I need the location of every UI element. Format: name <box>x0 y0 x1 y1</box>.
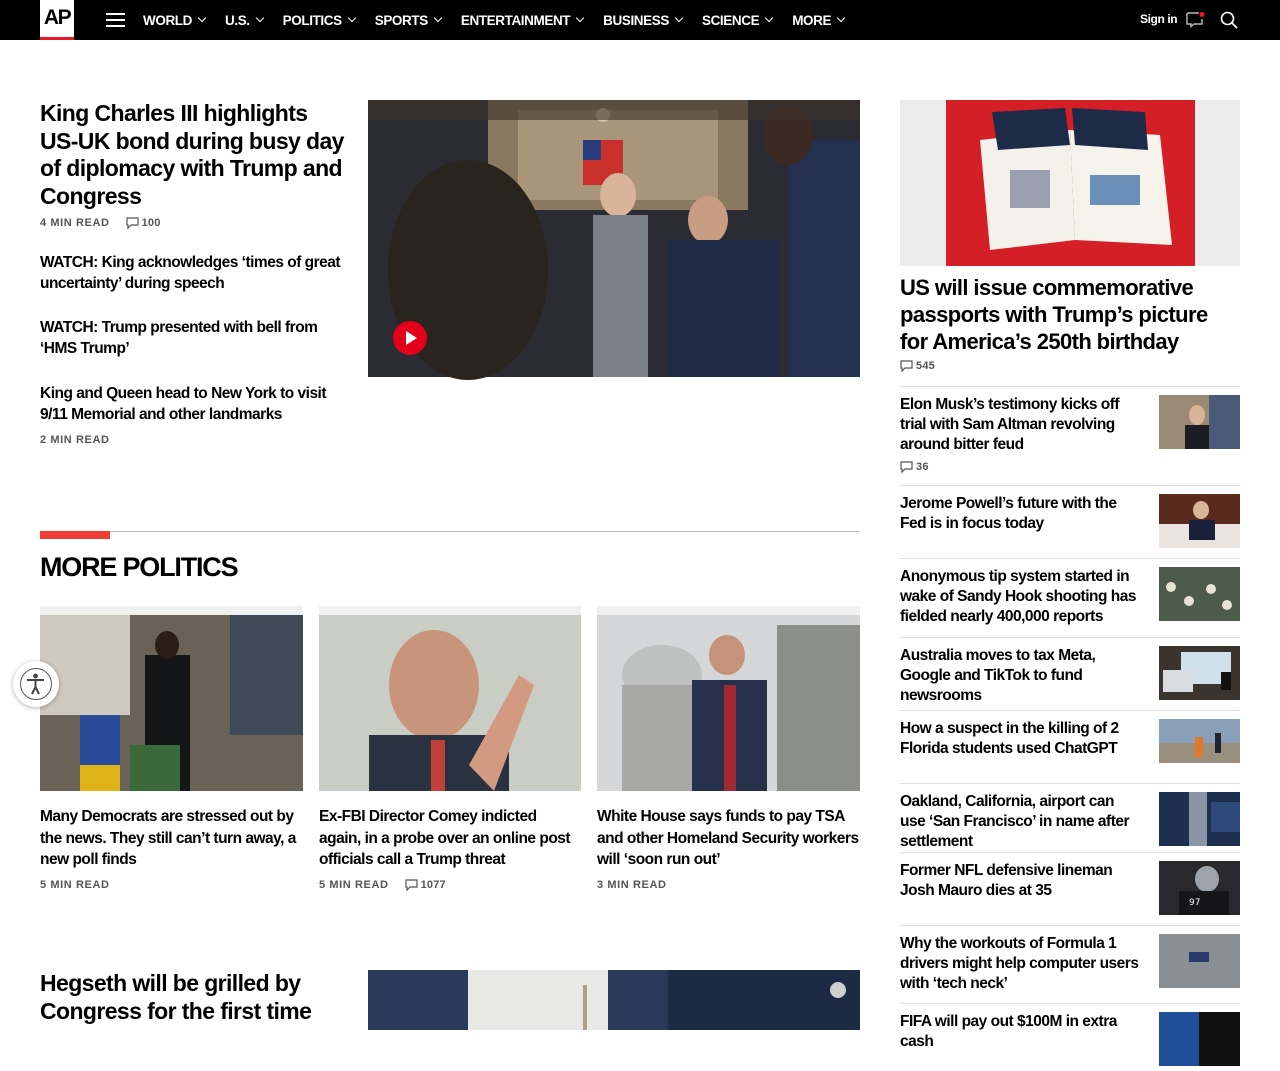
nav-item-science[interactable]: SCIENCE <box>702 13 772 28</box>
comment-count[interactable]: 545 <box>900 360 935 372</box>
card-photo <box>597 615 860 791</box>
nav-item-business[interactable]: BUSINESS <box>603 13 682 28</box>
card-photo <box>319 615 581 791</box>
list-item[interactable] <box>900 637 1240 710</box>
comment-icon <box>900 461 913 473</box>
list-item-title[interactable]: Jerome Powell’s future with the Fed is in focus today <box>900 495 1117 532</box>
list-item-title[interactable]: Former NFL defensive lineman Josh Mauro dies at 35 <box>900 862 1113 899</box>
search-icon[interactable] <box>1220 11 1238 29</box>
chevron-down-icon <box>837 14 845 22</box>
list-item[interactable] <box>900 710 1240 783</box>
menu-icon[interactable] <box>106 13 125 27</box>
read-time: 4 MIN READ <box>40 217 110 229</box>
bottom-photo <box>368 970 860 1030</box>
ap-logo[interactable] <box>40 0 74 40</box>
thumbnail[interactable] <box>1159 1012 1240 1066</box>
feature-meta <box>900 360 935 372</box>
thumbnail[interactable] <box>1159 719 1240 763</box>
top-nav <box>0 0 1280 40</box>
nav-item-sports[interactable]: SPORTS <box>375 13 441 28</box>
card-headline[interactable]: Many Democrats are stressed out by the news. They still can’t turn away, a new poll finds <box>40 808 296 868</box>
nav-item-more[interactable]: MORE <box>792 13 844 28</box>
nav-item-world[interactable]: WORLD <box>143 13 205 28</box>
list-item-meta <box>900 461 929 473</box>
chevron-down-icon <box>255 14 263 22</box>
card-photo <box>40 615 303 791</box>
comment-count[interactable]: 100 <box>126 217 161 229</box>
card-read-time: 3 MIN READ <box>597 879 667 891</box>
accessibility-button[interactable] <box>13 661 59 707</box>
sign-in-link[interactable]: Sign in <box>1140 12 1178 26</box>
card-image[interactable] <box>40 606 303 791</box>
thumbnail[interactable] <box>1159 646 1240 700</box>
passport-image[interactable] <box>900 100 1240 266</box>
list-item[interactable] <box>900 558 1240 637</box>
thumbnail[interactable] <box>1159 792 1240 846</box>
section-divider <box>40 531 860 532</box>
comment-count[interactable]: 36 <box>900 461 929 473</box>
list-item[interactable] <box>900 925 1240 1003</box>
comment-icon <box>405 879 418 891</box>
comment-icon <box>900 360 913 372</box>
section-accent-bar <box>40 531 110 539</box>
chat-icon[interactable] <box>1186 12 1204 27</box>
list-item[interactable] <box>900 485 1240 558</box>
chevron-down-icon <box>434 14 442 22</box>
section-heading: MORE POLITICS <box>40 552 238 582</box>
thumbnail[interactable] <box>1159 934 1240 988</box>
passport-photo <box>900 100 1240 266</box>
comment-icon <box>126 217 139 229</box>
lead-headline[interactable]: King Charles III highlights US-UK bond during busy day of diplomacy with Trump and Congress <box>40 100 344 209</box>
thumbnail[interactable] <box>1159 395 1240 449</box>
related-link[interactable]: WATCH: King acknowledges ‘times of great uncertainty’ during speech <box>40 254 341 292</box>
nav-item-us[interactable]: U.S. <box>225 13 263 28</box>
related-link[interactable]: King and Queen head to New York to visit 9/11 Memorial and other landmarks <box>40 385 327 423</box>
list-item-title[interactable]: Why the workouts of Formula 1 drivers might help computer users with ‘tech neck’ <box>900 935 1139 992</box>
chevron-down-icon <box>765 14 773 22</box>
related-link[interactable]: WATCH: Trump presented with bell from ‘HMS Trump’ <box>40 319 318 357</box>
thumbnail[interactable] <box>1159 861 1240 915</box>
logo-text: AP <box>43 6 71 29</box>
chevron-down-icon <box>198 14 206 22</box>
feature-headline[interactable]: US will issue commemorative passports with Trump’s picture for America’s 250th birthday <box>900 275 1208 354</box>
card-image[interactable] <box>597 606 860 791</box>
nav-item-entertainment[interactable]: ENTERTAINMENT <box>461 13 583 28</box>
list-item[interactable] <box>900 852 1240 925</box>
list-item[interactable] <box>900 386 1240 485</box>
accessibility-icon <box>20 668 52 700</box>
related-read-time: 2 MIN READ <box>40 434 110 446</box>
chevron-down-icon <box>576 14 584 22</box>
card-meta <box>319 879 446 891</box>
svg-text:97: 97 <box>1189 898 1201 908</box>
list-item[interactable] <box>900 783 1240 856</box>
list-item-title[interactable]: Oakland, California, airport can use ‘San Francisco’ in name after settlement <box>900 793 1130 850</box>
card-read-time: 5 MIN READ <box>40 879 110 891</box>
card-headline[interactable]: White House says funds to pay TSA and other Homeland Security workers will ‘soon run out’ <box>597 808 859 868</box>
bottom-headline[interactable]: Hegseth will be grilled by Congress for the first time <box>40 970 312 1024</box>
lead-video-image[interactable] <box>368 100 860 377</box>
nav-items <box>143 0 864 40</box>
chevron-down-icon <box>347 14 355 22</box>
list-item-title[interactable]: Australia moves to tax Meta, Google and TikTok to fund newsrooms <box>900 647 1096 704</box>
list-item-title[interactable]: FIFA will pay out $100M in extra cash <box>900 1013 1117 1050</box>
read-time: 5 MIN READ <box>319 879 389 891</box>
play-icon[interactable] <box>393 321 427 355</box>
card-headline[interactable]: Ex-FBI Director Comey indicted again, in a probe over an online post officials call a Trump threat <box>319 808 571 868</box>
list-item-title[interactable]: How a suspect in the killing of 2 Florida students used ChatGPT <box>900 720 1119 757</box>
thumbnail[interactable] <box>1159 567 1240 621</box>
bottom-story-image[interactable] <box>368 970 860 1030</box>
chevron-down-icon <box>675 14 683 22</box>
list-item-title[interactable]: Elon Musk’s testimony kicks off trial with Sam Altman revolving around bitter feud <box>900 396 1120 453</box>
nav-item-politics[interactable]: POLITICS <box>283 13 355 28</box>
lead-photo <box>368 100 860 377</box>
comment-count[interactable]: 1077 <box>405 879 446 891</box>
thumbnail[interactable] <box>1159 494 1240 548</box>
lead-meta <box>40 217 161 229</box>
card-image[interactable] <box>319 606 581 791</box>
list-item[interactable] <box>900 1003 1240 1050</box>
list-item-title[interactable]: Anonymous tip system started in wake of Sandy Hook shooting has fielded nearly 400,000 reports <box>900 568 1136 625</box>
